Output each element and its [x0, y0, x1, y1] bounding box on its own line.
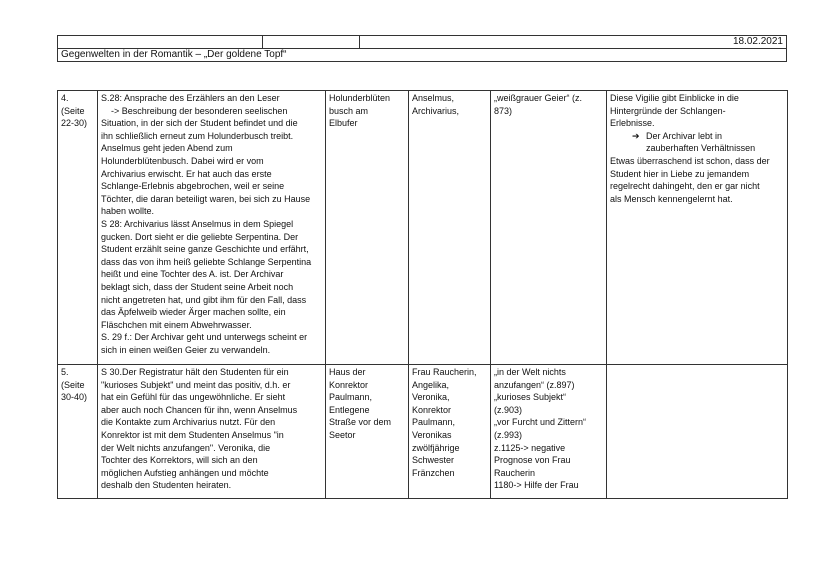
right-arrow-icon: ➔	[632, 130, 640, 141]
text-line: sich in einen weißen Geier zu verwandeln.	[101, 344, 271, 355]
note-cell	[607, 365, 788, 499]
text-line: „weißgrauer Geier“ (z.	[494, 93, 583, 103]
text-line: Fränzchen	[412, 467, 455, 478]
text-line: (Seite	[61, 379, 85, 390]
text-line: „kurioses Subjekt“	[494, 392, 567, 403]
text-line: Tochter des Korrektors, will sich an den	[101, 455, 258, 466]
text-line: Schlange-Erlebnis abgebrochen, weil er seine	[101, 181, 285, 192]
text-line: Erlebnisse.	[610, 118, 655, 129]
text-line: 5.	[61, 367, 69, 377]
text-line: Frau Raucherin,	[412, 367, 477, 377]
text-line: haben wollte.	[101, 206, 155, 217]
text-line: Hintergründe der Schlangen-	[610, 105, 726, 116]
text-line: zauberhaften Verhältnissen	[646, 143, 756, 154]
header-empty-cell	[263, 36, 360, 49]
text-line: Fläschchen mit einem Abwehrwasser.	[101, 319, 252, 330]
header-date-row	[58, 36, 787, 49]
text-line: Schwester	[412, 455, 455, 466]
text-line: „vor Furcht und Zittern“	[494, 417, 587, 428]
text-line: Archivarius,	[412, 105, 460, 116]
content-cell	[98, 91, 326, 365]
place-cell	[326, 91, 409, 365]
table-row	[58, 365, 788, 499]
persons-cell	[409, 365, 491, 499]
text-line: Anselmus,	[412, 93, 455, 103]
text-line: 873)	[494, 105, 513, 116]
text-line: Archivarius erwischt. Er hat auch das erste	[101, 168, 272, 179]
text-line: busch am	[329, 105, 369, 116]
text-line: das Äpfelweib wieder Ärger machen sollte, ein	[101, 307, 286, 318]
text-line: S 28: Archivarius lässt Anselmus in dem Spiegel	[101, 218, 294, 229]
text-line: „in der Welt nichts	[494, 367, 566, 377]
text-line: Veronikas	[412, 429, 452, 440]
arrow-bullet-line	[610, 130, 784, 143]
text-line: beklagt sich, dass der Student seine Arbeit noch	[101, 281, 294, 292]
text-line: Paulmann,	[412, 417, 456, 428]
text-line: deshalb den Studenten heiraten.	[101, 480, 232, 491]
text-line: anzufangen“ (z.897)	[494, 379, 575, 390]
text-line: Anselmus geht jeden Abend zum	[101, 143, 233, 154]
text-line: Töchter, die daran beteiligt waren, bei sich zu Hause	[101, 193, 311, 204]
text-line: möglichen Aufstieg anhängen und möchte	[101, 467, 269, 478]
content-table	[57, 90, 788, 499]
text-line: -> Beschreibung der besonderen seelischen	[111, 105, 288, 116]
text-line: 30-40)	[61, 392, 88, 403]
text-line: zwölfjährige	[412, 442, 460, 453]
text-line: Angelika,	[412, 379, 450, 390]
place-cell	[326, 365, 409, 499]
text-line: dass das von ihm heiß geliebte Schlange Serpentina	[101, 256, 312, 267]
text-line: 4.	[61, 93, 69, 103]
text-line: S 30.Der Registratur hält den Studenten für ein	[101, 367, 289, 377]
header-empty-cell	[58, 36, 263, 49]
text-line: Paulmann,	[329, 392, 373, 403]
text-line: "kurioses Subjekt" und meint das positiv, d.h. er	[101, 379, 291, 390]
quotes-cell	[491, 365, 607, 499]
text-line: regelrecht dahingeht, den er gar nicht	[610, 181, 760, 192]
header-title: Gegenwelten in der Romantik – „Der goldene Topf“	[58, 49, 787, 62]
header-table	[57, 35, 787, 62]
text-line: aber auch noch Chancen für ihn, wenn Anselmus	[101, 404, 298, 415]
section-number-cell	[58, 91, 98, 365]
note-cell	[607, 91, 788, 365]
text-line: Entlegene	[329, 404, 370, 415]
arrow-bullet-text: Der Archivar lebt in	[646, 130, 723, 141]
text-line: der Welt nichts anzufangen". Veronika, die	[101, 442, 271, 453]
text-line: Seetor	[329, 429, 356, 440]
text-line: heißt und eine Tochter des A. ist. Der Archivar	[101, 269, 284, 280]
text-line: Straße vor dem	[329, 417, 392, 428]
section-number-cell	[58, 365, 98, 499]
text-line: Diese Vigilie gibt Einblicke in die	[610, 93, 739, 103]
text-line: Prognose von Frau	[494, 455, 571, 466]
text-line: hat ein Gefühl für das ungewöhnliche. Er sieht	[101, 392, 286, 403]
text-line: Veronika,	[412, 392, 450, 403]
text-line: Raucherin	[494, 467, 536, 478]
text-line: Situation, in der sich der Student befindet und die	[101, 118, 298, 129]
text-line: die Kontakte zum Archivarius nutzt. Für den	[101, 417, 276, 428]
quotes-cell	[491, 91, 607, 365]
text-line: 22-30)	[61, 118, 88, 129]
text-line: Konrektor	[412, 404, 452, 415]
text-line: Student erzählt seine ganze Geschichte und erfährt,	[101, 244, 309, 255]
text-line: (z.993)	[494, 429, 523, 440]
text-line: Holunderblüten	[329, 93, 391, 103]
text-line: S. 29 f.: Der Archivar geht und unterwegs scheint er	[101, 332, 308, 343]
text-line: Holunderblütenbusch. Dabei wird er vom	[101, 155, 264, 166]
text-line: (Seite	[61, 105, 85, 116]
persons-cell	[409, 91, 491, 365]
text-line: (z.903)	[494, 404, 523, 415]
header-title-row	[58, 49, 787, 62]
text-line: Elbufer	[329, 118, 358, 129]
text-line: Konrektor	[329, 379, 369, 390]
text-line: gucken. Dort sieht er die geliebte Serpentina. Der	[101, 231, 299, 242]
text-line: 1180-> Hilfe der Frau	[494, 480, 579, 491]
text-line: Haus der	[329, 367, 366, 377]
text-line: Student hier in Liebe zu jemandem	[610, 168, 750, 179]
text-line: Konrektor ist mit dem Studenten Anselmus "in	[101, 429, 284, 440]
text-line: ihn schließlich erneut zum Holunderbusch treibt.	[101, 130, 294, 141]
table-row	[58, 91, 788, 365]
text-line: nicht angetreten hat, und gibt ihm für den Fall, dass	[101, 294, 307, 305]
header-date: 18.02.2021	[360, 36, 787, 49]
text-line: S.28: Ansprache des Erzählers an den Leser	[101, 93, 280, 103]
text-line: als Mensch kennengelernt hat.	[610, 193, 733, 204]
text-line: Etwas überraschend ist schon, dass der	[610, 155, 770, 166]
content-cell	[98, 365, 326, 499]
text-line: z.1125-> negative	[494, 442, 566, 453]
